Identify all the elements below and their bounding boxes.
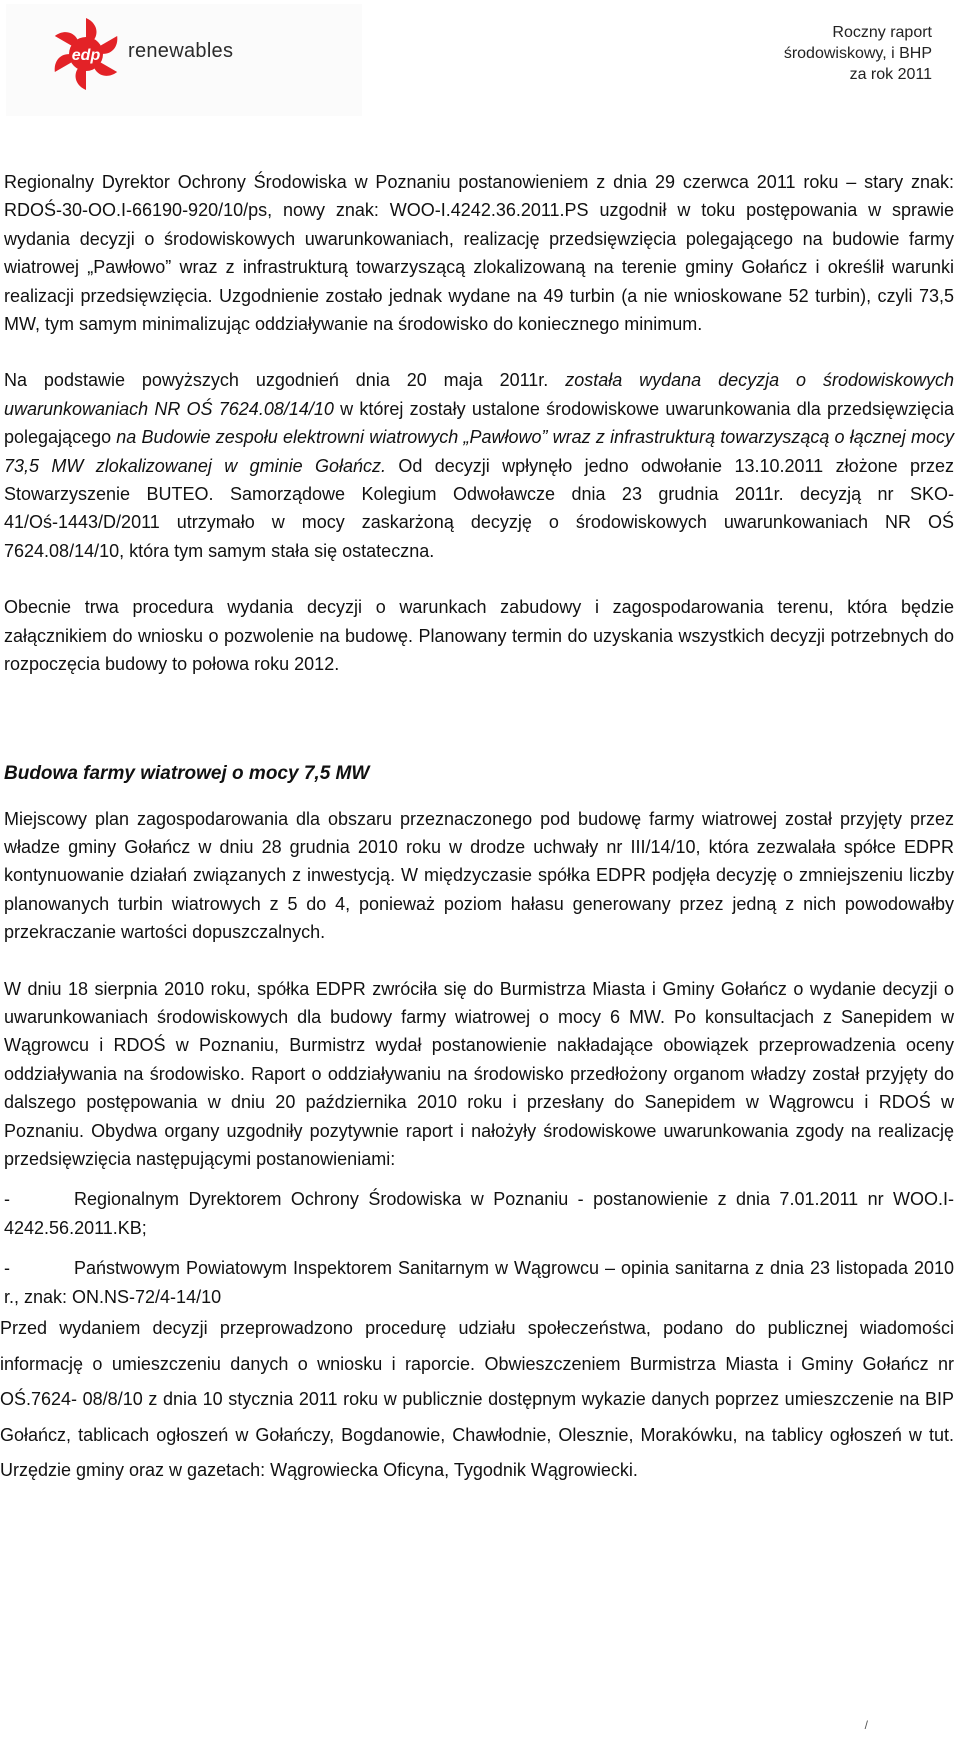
decision-intro: Na podstawie powyższych uzgodnień dnia 20 maja 2011r. (4, 370, 566, 391)
agreements-list (4, 1185, 954, 1311)
document-body (0, 168, 954, 1489)
list-item (4, 1185, 954, 1242)
edp-flower-logo-icon (48, 16, 124, 92)
public-participation-block (0, 1311, 954, 1489)
list-item (4, 1254, 954, 1311)
decision-appeal: Od decyzji wpłynęło jedno odwołanie 13.10.2011 złożone przez Stowarzyszenie BUTEO. Samorządowe Kolegium Odwoławcze dnia 23 grudnia 2011r. decyzją nr SKO-41/Oś-1443/D/2011 utrzymało w mocy zaskarżoną decyzję o środowiskowych uwarunkowaniach NR OŚ 7624.08/14/10, która tym samym stała się ostateczna. (4, 455, 954, 561)
report-title (712, 22, 932, 85)
logo-text: renewables (128, 40, 234, 62)
report-title-line: za rok 2011 (849, 66, 932, 83)
paragraph-rdos-agreement: Regionalny Dyrektor Ochrony Środowiska w Poznaniu postanowieniem z dnia 29 czerwca 2011 roku – stary znak: RDOŚ-30-OO.I-66190-920/10/ps, nowy znak: WOO-I.4242.36.2011.PS uzgodnił w toku postępowania w sprawie wydania decyzji o środowiskowych uwarunkowaniach, realizację przedsięwzięcia polegającego na budowie farmy wiatrowej „Pawłowo” wraz z infrastrukturą towarzyszącą zlokalizowaną na terenie gminy Gołańcz i określił warunki realizacji przedsięwzięcia. Uzgodnienie zostało jednak wydane na 49 turbin (a nie wnioskowane 52 turbin), czyli 73,5 MW, tym samym minimalizując oddziaływanie na środowisko do koniecznego minimum. (4, 172, 954, 335)
decision-title: została wydana decyzja o środowiskowych uwarunkowaniach NR OŚ 7624.08/14/10 (4, 370, 954, 419)
list-item-text: Regionalnym Dyrektorem Ochrony Środowiska w Poznaniu - postanowienie z dnia 7.01.2011 nr WOO.I-4242.56.2011.KB; (4, 1189, 954, 1238)
section-heading: Budowa farmy wiatrowej o mocy 7,5 MW (4, 762, 370, 784)
report-title-line: Roczny raport (832, 24, 932, 41)
list-dash: - (4, 1258, 10, 1279)
decision-middle: w której zostały ustalone środowiskowe uwarunkowania dla przedsięwzięcia polegającego (4, 398, 954, 448)
list-dash: - (4, 1189, 10, 1210)
paragraph-decision (4, 366, 954, 565)
report-title-line: środowiskowy, i BHP (783, 45, 932, 62)
paragraph-environmental-decision: W dniu 18 sierpnia 2010 roku, spółka EDPR zwróciła się do Burmistrza Miasta i Gminy Gołańcz o wydanie decyzji o uwarunkowaniach środowiskowych dla budowy farmy wiatrowej o mocy 6 MW. Po konsultacjach z Sanepidem w Wągrowcu i RDOŚ w Poznaniu, Burmistrz wydał postanowienie nakładające obowiązek przeprowadzenia oceny oddziaływania na środowisko. Raport o oddziaływaniu na środowisko przedłożony organom władzy został przyjęty do dalszego postępowania w dniu 20 października 2010 roku i przesłany do Sanepidem w Wągrowcu i RDOŚ w Poznaniu. Obydwa organy uzgodniły pozytywnie raport i nałożyły środowiskowe uwarunkowania zgody na realizację przedsięwzięcia następującymi postanowieniami: (4, 978, 954, 1169)
page-number: / (864, 1718, 868, 1732)
logo (6, 4, 362, 116)
paragraph-current-procedure: Obecnie trwa procedura wydania decyzji o warunkach zabudowy i zagospodarowania terenu, która będzie załącznikiem do wniosku o pozwolenie na budowę. Planowany termin do uzyskania wszystkich decyzji potrzebnych do rozpoczęcia budowy to połowa roku 2012. (4, 597, 954, 675)
paragraph-local-plan: Miejscowy plan zagospodarowania dla obszaru przeznaczonego pod budowę farmy wiatrowej został przyjęty przez władze gminy Gołańcz w dniu 28 grudnia 2010 roku w drodze uchwały nr III/14/10, która zezwalała spółce EDPR kontynuowanie działań związanych z inwestycją. W międzyczasie spółka EDPR podjęła decyzję o zmniejszeniu liczby planowanych turbin wiatrowych z 5 do 4, ponieważ poziom hałasu generowany przez jedną z nich powodowałby przekraczanie wartości dopuszczalnych. (4, 808, 954, 943)
list-item-text: Państwowym Powiatowym Inspektorem Sanitarnym w Wągrowcu – opinia sanitarna z dnia 23 listopada 2010 r., znak: ON.NS-72/4-14/10 (4, 1258, 954, 1307)
page-header (0, 0, 960, 120)
paragraph-public-participation: Przed wydaniem decyzji przeprowadzono procedurę udziału społeczeństwa, podano do publicznej wiadomości informację o umieszczeniu danych o wniosku i raporcie. Obwieszczeniem Burmistrza Miasta i Gminy Gołańcz nr OŚ.7624- 08/8/10 z dnia 10 stycznia 2011 roku w publicznie dostępnym wykazie danych poprzez umieszczenie na BIP Gołańcz, tablicach ogłoszeń w Gołańczy, Bogdanowie, Chawłodnie, Olesznie, Morakówku, na tablicy ogłoszeń w tut. Urzędzie gminy oraz w gazetach: Wągrowiecka Oficyna, Tygodnik Wągrowiecki. (0, 1318, 954, 1481)
section-body (0, 805, 954, 1489)
project-description: na Budowie zespołu elektrowni wiatrowych „Pawłowo” wraz z infrastrukturą towarzyszącą o łącznej mocy 73,5 MW zlokalizowanej w gminie Gołańcz. (4, 427, 954, 476)
logo-mark-text: edp (71, 47, 101, 64)
